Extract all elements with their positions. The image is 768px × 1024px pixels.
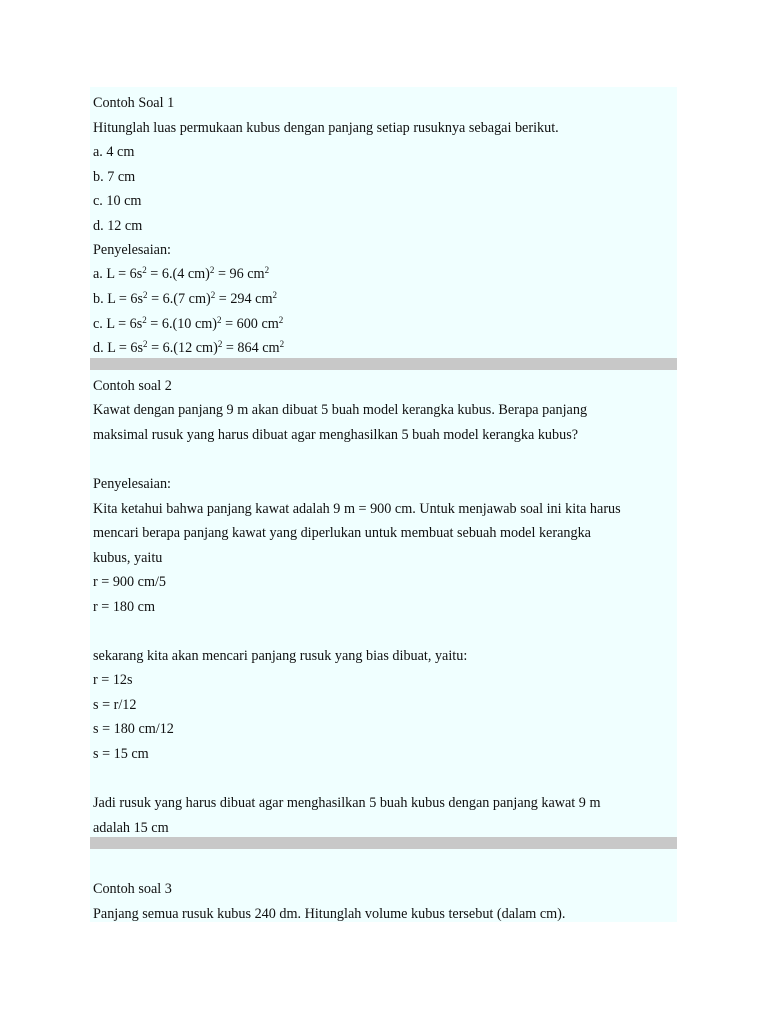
example-1-answer-b: b. $L = 6s^2 = 6.(7$ cm)$^2$ = 294 $cm^2$ (93, 290, 277, 307)
example-3-block (90, 849, 677, 922)
example-1-option-d: d. 12 cm (93, 218, 143, 234)
example-2-step-line-5: s = 15 cm (93, 746, 149, 762)
example-2-step-line-3: s = r/12 (93, 697, 137, 713)
example-1-title: Contoh Soal 1 (93, 95, 175, 111)
example-1-answer-c: c. $L = 6s^2 = 6.(10$ cm)$^2$ = 600 $cm^2$ (93, 315, 284, 332)
example-2-block (90, 370, 677, 837)
example-3-title: Contoh soal 3 (93, 881, 172, 897)
example-2-step-line-1: sekarang kita akan mencari panjang rusuk yang bias dibuat, yaitu: (93, 648, 468, 664)
example-2-solution-line-1: Kita ketahui bahwa panjang kawat adalah 9 m = 900 cm. Untuk menjawab soal ini kita harus (93, 501, 621, 517)
example-3-question: Panjang semua rusuk kubus 240 dm. Hitunglah volume kubus tersebut (dalam cm). (93, 906, 566, 922)
example-2-title: Contoh soal 2 (93, 378, 172, 394)
example-1-option-c: c. 10 cm (93, 193, 142, 209)
separator-1 (90, 358, 677, 370)
example-2-conclusion-line-1: Jadi rusuk yang harus dibuat agar menghasilkan 5 buah kubus dengan panjang kawat 9 m (93, 795, 601, 811)
example-2-solution-label: Penyelesaian: (93, 476, 172, 492)
example-2-solution-line-2: mencari berapa panjang kawat yang diperlukan untuk membuat sebuah model kerangka (93, 525, 591, 541)
example-2-solution-line-5: r = 180 cm (93, 599, 155, 615)
example-1-question: Hitunglah luas permukaan kubus dengan panjang setiap rusuknya sebagai berikut. (93, 120, 559, 136)
example-1-answer-a: a. $L = 6s^2 = 6.(4$ cm)$^2$ = 96 $cm^2$ (93, 265, 270, 282)
example-2-solution-line-4: r = 900 cm/5 (93, 574, 167, 590)
example-2-conclusion-line-2: adalah 15 cm (93, 820, 169, 836)
example-1-answer-d: d. $L = 6s^2 = 6.(12$ cm)$^2$ = 864 $cm^2$ (93, 339, 285, 356)
example-2-question-line-1: Kawat dengan panjang 9 m akan dibuat 5 buah model kerangka kubus. Berapa panjang (93, 402, 588, 418)
example-2-question-line-2: maksimal rusuk yang harus dibuat agar menghasilkan 5 buah model kerangka kubus? (93, 427, 579, 443)
separator-2 (90, 837, 677, 849)
example-2-step-line-2: r = 12s (93, 672, 133, 688)
example-1-option-a: a. 4 cm (93, 144, 135, 160)
example-2-solution-line-3: kubus, yaitu (93, 550, 163, 566)
example-1-option-b: b. 7 cm (93, 169, 136, 185)
example-2-step-line-4: s = 180 cm/12 (93, 721, 174, 737)
example-1-block (90, 87, 677, 358)
example-1-solution-label: Penyelesaian: (93, 242, 172, 258)
